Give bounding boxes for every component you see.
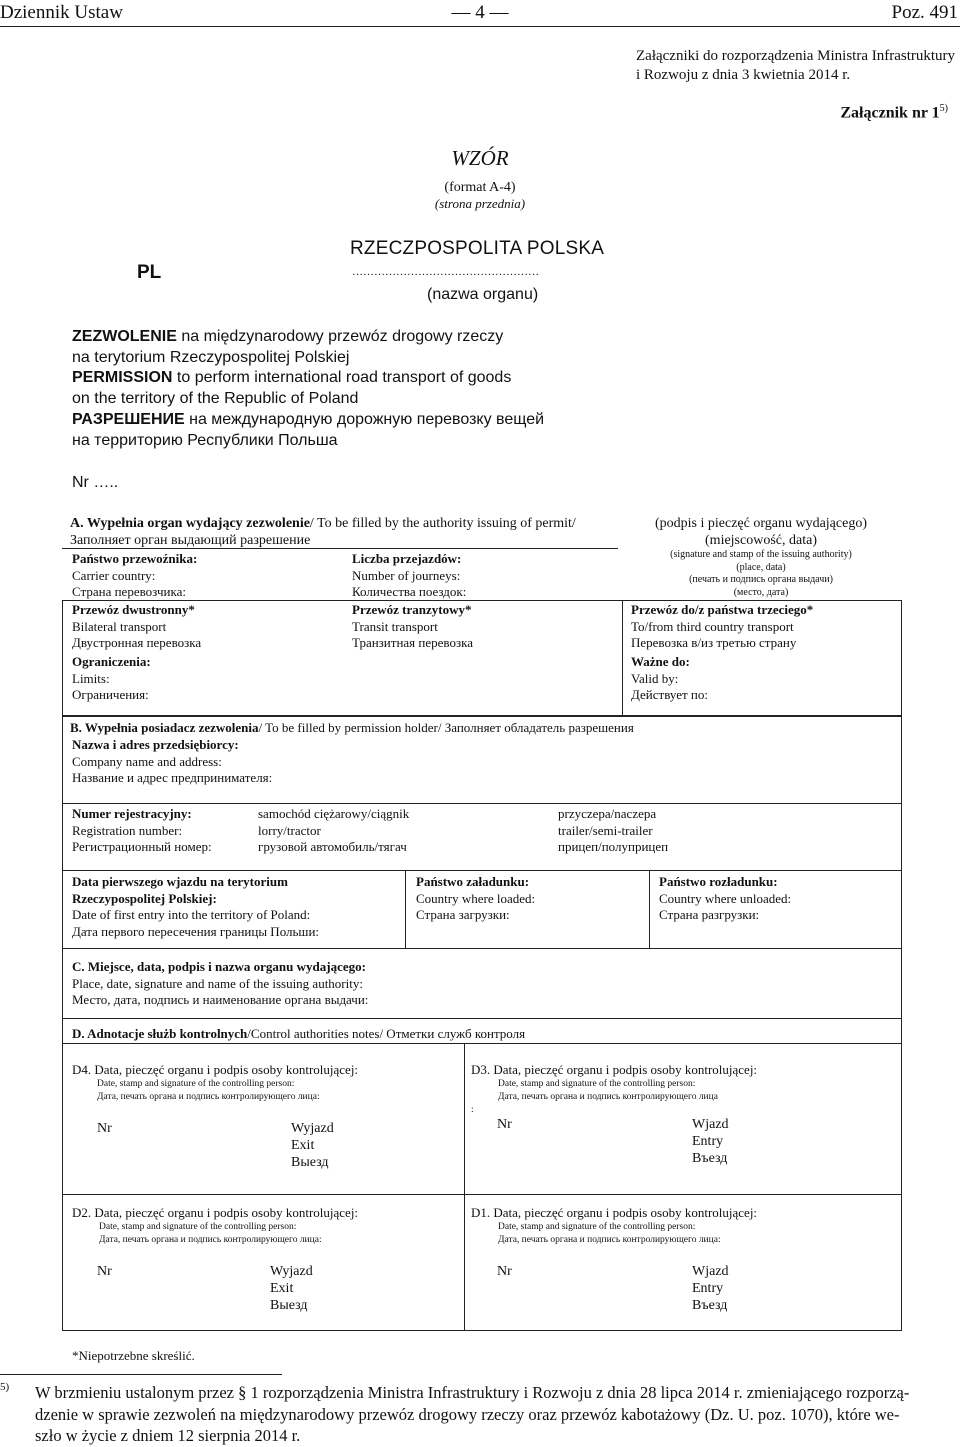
section-a-rule [62,548,618,549]
permit-title: ZEZWOLENIE na międzynarodowy przewóz drogowy rzeczy na terytorium Rzeczypospolitej Polskiej PERMISSION to perform international road transport of goods on the territory of the Republic of Poland РАЗРЕШЕНИЕ на международную дорожную перевозку вещей на территорию Республики Польша [72,328,545,449]
control-d2: D2. Data, pieczęć organu i podpis osoby kontrolującej: Date, stamp and signature of the controlling person: Дата, печать органа и подпись контролирующего лица: [72,1205,359,1245]
control-d1-direction: Wjazd Entry Въезд [692,1264,729,1313]
valid-by-field: Ważne do: Valid by: Действует по: [631,654,708,702]
position-number: Poz. 491 [891,2,958,23]
loading-country-field: Państwo załadunku: Country where loaded: Страна загрузки: [416,874,536,922]
footnote-rule [0,1374,282,1375]
first-entry-date-field: Data pierwszego wjazdu na terytorium Rzeczypospolitej Polskiej: Date of first entry into the territory of Poland: Дата первого пересечения границы Польши: [72,874,320,939]
control-d1-nr: Nr [497,1264,512,1279]
control-divider-vertical [464,1043,465,1331]
row-divider-1 [62,803,902,804]
journal-name: Dziennik Ustaw [0,2,123,23]
transit-transport-option: Przewóz tranzytowy* Transit transport Транзитная перевозка [352,602,473,650]
state-name: RZECZPOSPOLITA POLSKA [350,238,605,259]
footnote-text: W brzmieniu ustalonym przez § 1 rozporządzenia Ministra Infrastruktury i Rozwoju z dnia 28 lipca 2014 r. zmieniającego rozporzą- dzenie w sprawie zezwoleń na międzynarodowy przewóz drogowy rzeczy oraz przewóz kabotażowy (Dz. U. poz. 1070), które we- szło w życie z dniem 12 sierpnia 2014 r. [35,1383,910,1445]
page-number: — 4 — [451,2,509,23]
control-d4: D4. Data, pieczęć organu i podpis osoby kontrolującej: Date, stamp and signature of the controlling person: Дата, печать органа и подпись контролирующего лица: [72,1062,359,1102]
row-divider-4 [62,1018,902,1019]
registration-field: Numer rejestracyjny: Registration number: Регистрационный номер: [72,806,212,854]
template-side: (strona przednia) [434,196,526,211]
trailer-type-field: przyczepa/naczepa trailer/semi-trailer прицеп/полуприцеп [558,806,669,854]
entry-divider-2 [649,870,650,948]
template-title: WZÓR [451,146,509,170]
row-divider-3 [62,948,902,949]
country-code: PL [137,262,162,283]
entry-divider-1 [405,870,406,948]
row-divider-5 [62,1043,902,1044]
signature-block: (podpis i pieczęć organu wydającego) (miejscowość, data) (signature and stamp of the issuing authority) (place, data) (печать и подпись органа выдачи) (место, дата) [655,516,867,598]
attachments-note: Załączniki do rozporządzenia Ministra Infrastruktury i Rozwoju z dnia 3 kwietnia 2014 r. [636,48,956,83]
bilateral-transport-option: Przewóz dwustronny* Bilateral transport Двустронная перевозка [72,602,202,650]
control-d1: D1. Data, pieczęć organu i podpis osoby kontrolującej: Date, stamp and signature of the controlling person: Дата, печать органа и подпись контролирующего лица: [471,1205,758,1245]
section-b-heading: B. Wypełnia posiadacz zezwolenia/ To be filled by permission holder/ Заполняет обладатель разрешения [70,720,634,735]
control-divider-horizontal [62,1194,902,1195]
limits-field: Ograniczenia: Limits: Ограничения: [72,654,151,702]
section-d-heading: D. Adnotacje służb kontrolnych/Control authorities notes/ Отметки служб контроля [72,1026,526,1041]
company-field: Nazwa i adres przedsiębiorcy: Company name and address: Название и адрес предпринимателя: [72,737,273,785]
header-rule [0,26,960,27]
control-d3-nr: Nr [497,1117,512,1132]
row-divider-2 [62,870,902,871]
control-d3: D3. Data, pieczęć organu i podpis osoby kontrolującej: Date, stamp and signature of the controlling person: Дата, печать органа и подпись контролирующего лица : [471,1062,758,1115]
journeys-field: Liczba przejazdów: Number of journeys: Количества поездок: [352,551,467,599]
transport-types-divider [622,600,623,716]
control-d4-direction: Wyjazd Exit Выезд [291,1121,334,1170]
template-format: (format A-4) [444,180,516,195]
control-d4-nr: Nr [97,1121,112,1136]
footnote-marker: 5) [0,1381,10,1393]
control-d3-direction: Wjazd Entry Въезд [692,1117,729,1166]
control-d2-nr: Nr [97,1264,112,1279]
third-country-transport-option: Przewóz do/z państwa trzeciego* To/from third country transport Перевозка в/из третью страну [631,602,814,650]
vehicle-type-field: samochód ciężarowy/ciągnik lorry/tractor грузовой автомобиль/тягач [258,806,410,854]
unloading-country-field: Państwo rozładunku: Country where unloaded: Страна разгрузки: [659,874,792,922]
authority-name-label: (nazwa organu) [427,286,539,303]
section-c-field: C. Miejsce, data, podpis i nazwa organu wydającego: Place, date, signature and name of the issuing authority: Место, дата, подпись и наименование органа выдачи: [72,959,369,1007]
section-a-heading: A. Wypełnia organ wydający zezwolenie/ To be filled by the authority issuing of permit/ Заполняет орган выдающий разрешение [70,516,576,548]
control-d2-direction: Wyjazd Exit Выезд [270,1264,313,1313]
annex-label: Załącznik nr 1$^{5)}$ [840,103,948,122]
authority-dots: …………………………………………… [352,266,539,278]
carrier-country-field: Państwo przewoźnika: Carrier country: Страна перевозчика: [72,551,198,599]
strike-note: *Niepotrzebne skreślić. [72,1348,195,1363]
permit-number: Nr ….. [72,474,119,491]
